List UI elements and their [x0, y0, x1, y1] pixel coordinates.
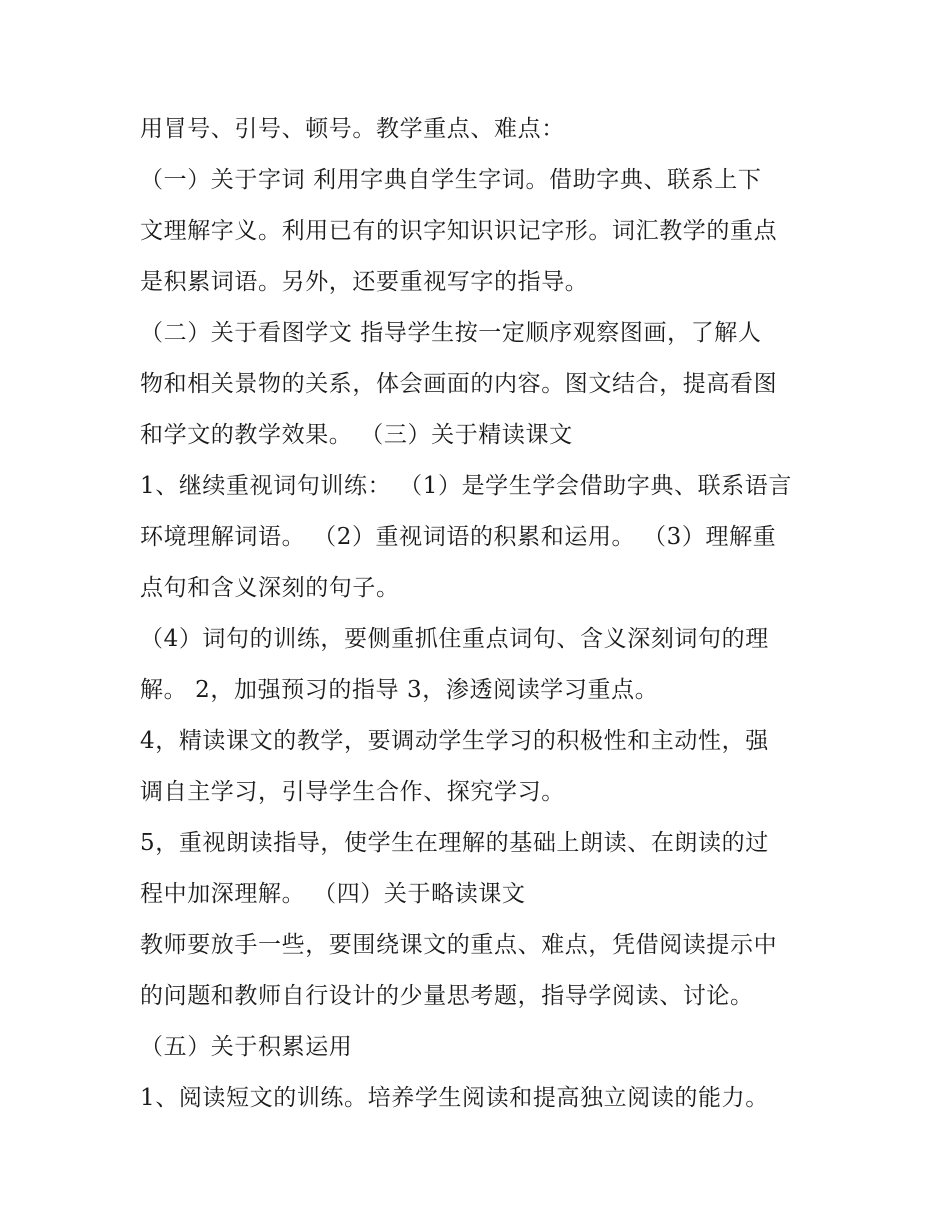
text-line: 程中加深理解。 （四）关于略读课文: [140, 881, 526, 907]
text-line: （五）关于积累运用: [140, 1034, 353, 1060]
text-line: 解。 2，加强预习的指导 3，渗透阅读学习重点。: [140, 677, 659, 703]
text-line: 1、继续重视词句训练： （1）是学生学会借助字典、联系语言: [140, 473, 792, 499]
text-line: 环境理解词语。 （2）重视词语的积累和运用。 （3）理解重: [140, 524, 777, 550]
text-line: 用冒号、引号、顿号。教学重点、难点：: [140, 116, 565, 142]
text-line: 教师要放手一些，要围绕课文的重点、难点，凭借阅读提示中: [140, 932, 778, 958]
text-line: 调自主学习，引导学生合作、探究学习。: [140, 779, 565, 805]
text-line: 文理解字义。利用已有的识字知识识记字形。词汇教学的重点: [140, 218, 778, 244]
text-line: 1、阅读短文的训练。培养学生阅读和提高独立阅读的能力。: [140, 1085, 769, 1111]
text-line: 是积累词语。另外，还要重视写字的指导。: [140, 269, 589, 295]
text-line: 4，精读课文的教学，要调动学生学习的积极性和主动性，强: [140, 728, 769, 754]
text-line: （二）关于看图学文 指导学生按一定顺序观察图画，了解人: [140, 320, 762, 346]
text-line: 点句和含义深刻的句子。: [140, 575, 400, 601]
text-line: 和学文的教学效果。 （三）关于精读课文: [140, 422, 573, 448]
text-line: 的问题和教师自行设计的少量思考题，指导学阅读、讨论。: [140, 983, 754, 1009]
text-line: 5，重视朗读指导，使学生在理解的基础上朗读、在朗读的过: [140, 830, 769, 856]
text-line: 物和相关景物的关系，体会画面的内容。图文结合，提高看图: [140, 371, 778, 397]
text-line: （一）关于字词 利用字典自学生字词。借助字典、联系上下: [140, 167, 762, 193]
text-line: （4）词句的训练，要侧重抓住重点词句、含义深刻词句的理: [140, 626, 769, 652]
